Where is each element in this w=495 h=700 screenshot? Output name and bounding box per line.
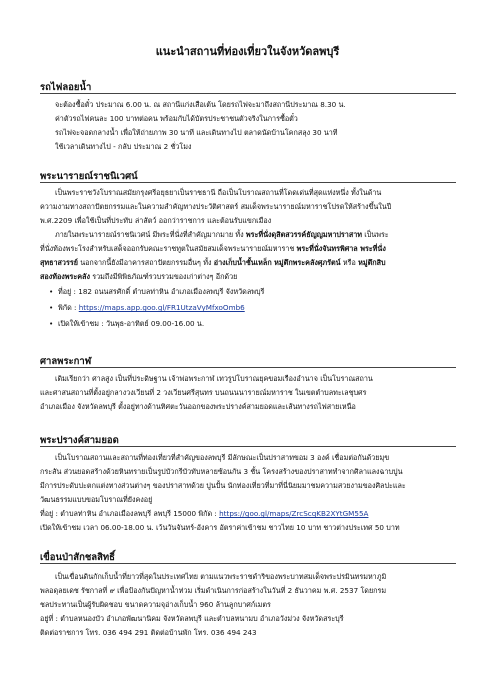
address-text: ที่อยู่ : ตำบลท่าหิน อำเภอเมืองลพบุรี ลพบุรี 15000 พิกัด : — [40, 509, 220, 518]
text-line — [40, 259, 386, 266]
text-line: จะต้องซื้อตั๋ว ประมาณ 6.00 น. ณ สถานีแก่งเสือเต้น โดยรถไฟจะมาถึงสถานีประมาณ 8.30 น. — [55, 100, 346, 109]
address-line — [40, 510, 368, 517]
text-line — [40, 273, 237, 280]
page-title: แนะนำสถานที่ท่องเที่ยวในจังหวัดลพบุรี — [155, 45, 340, 58]
text-run-bold: พระที่นั่งดุสิตสวรรค์ธัญญมหาปราสาท — [245, 230, 362, 239]
text-run-bold: พระที่นั่งจันทรพิศาล พระที่นั่ง — [296, 244, 386, 253]
section-divider — [40, 367, 456, 368]
bullet-value: วันพุธ-อาทิตย์ 09.00-16.00 น. — [105, 319, 205, 328]
text-run: ที่นั่งท้องพระโรงสำหรับเสด็จออกรับคณะราชทูตในสมัยสมเด็จพระนารายณ์มหาราช — [40, 244, 297, 253]
text-line: พ.ศ.2209 เพื่อใช้เป็นที่ประทับ ล่าสัตว์ ออกว่าราชการ และต้อนรับแขกเมือง — [40, 216, 272, 225]
bullet-label: ที่อยู่ : — [58, 287, 79, 296]
text-run: ภายในพระนารายณ์ราชนิเวศน์ มีพระที่นั่งที่สำคัญมากมาย ทั้ง — [55, 230, 246, 239]
text-line: ใช้เวลาเดินทางไป - กลับ ประมาณ 2 ชั่วโมง — [55, 142, 192, 151]
section-divider — [40, 446, 456, 447]
section-heading-floating-train: รถไฟลอยน้ำ — [40, 82, 92, 93]
bullet-map — [58, 304, 245, 311]
text-line: วัฒนธรรมแบบขอมโบราณที่ยังคงอยู่ — [40, 495, 153, 504]
section-divider — [40, 563, 456, 564]
text-run: รวมถึงมีพิพิธภัณฑ์รวบรวมของเก่าต่างๆ อีกด้วย — [89, 272, 238, 281]
bullet-label: พิกัด : — [58, 303, 79, 312]
text-run-bold: สองท้องพระคลัง — [40, 272, 90, 281]
text-line: เป็นเขื่อนดินกักเก็บน้ำที่ยาวที่สุดในประเทศไทย ตามแนวพระราชดำริของพระบาทสมเด็จพระปรมินทรมหาภูมิ — [55, 572, 387, 581]
map-link[interactable]: https://maps.app.goo.gl/FR1UtzaVyMfxoOmb6 — [78, 303, 245, 312]
text-line: พลอดุลยเดช รัชกาลที่ ๙ เพื่อป้องกันปัญหาน้ำท่วม เริ่มดำเนินการก่อสร้างในวันที่ 2 ธันวาคม พ.ศ. 2537 โดยกรม — [40, 586, 387, 595]
map-link[interactable]: https://goo.gl/maps/ZrcScqKB2XYtGM55A — [219, 509, 369, 518]
text-run: นอกจากนี้ยังมีอาคารสถาปัตยกรรมอื่นๆ ทั้ง — [77, 258, 214, 267]
hours-line: เปิดให้เข้าชม เวลา 06.00-18.00 น. เว้นวันจันทร์-อังคาร อัตราค่าเข้าชม ชาวไทย 10 บาท ชาวต่างประเทศ 50 บาท — [40, 523, 400, 532]
section-heading-phra-kan-shrine: ศาลพระกาฬ — [40, 356, 92, 367]
text-line: อำเภอเมือง จังหวัดลพบุรี ตั้งอยู่ทางด้านทิศตะวันออกของพระปรางค์สามยอดและเส้นทางรถไฟสายเหนือ — [40, 402, 356, 411]
text-line: และศาสนสถานที่ตั้งอยู่กลางวงเวียนที่ 2 วงเวียนศรีสุนทร บนถนนนารายณ์มหาราช ในเขตตำบลทะเลชุบศร — [40, 388, 367, 397]
text-line: กระสัน ส่วนยอดสร้างด้วยหินทรายเป็นรูปบัวกรีบัวทับหลายซ้อนกัน 3 ชั้น โครงสร้างของปราสาททำจากศิลาแลงฉาบปูน — [40, 467, 403, 476]
text-line: เป็นโบราณสถานและสถานที่ท่องเที่ยวที่สำคัญของลพบุรี มีลักษณะเป็นปราสาทขอม 3 องค์ เชื่อมต่อกันด้วยมุข — [55, 453, 390, 462]
text-line: รถไฟจะจอดกลางน้ำ เพื่อให้ถ่ายภาพ 30 นาที และเดินทางไป ตลาดนัดบ้านโคกสลุง 30 นาที — [55, 128, 338, 137]
text-run-bold: อ่างเก็บน้ำชั้นเหล็ก หมู่ตึกพระคลังศุภรัตน์ — [213, 258, 341, 267]
bullet-label: เปิดให้เข้าชม : — [58, 319, 106, 328]
text-run-bold: หมู่ตึกสิบ — [358, 258, 386, 267]
section-divider — [40, 93, 456, 94]
text-line: ติดต่อราชการ โทร. 036 494 291 ติดต่อบ้านพัก โทร. 036 494 243 — [40, 628, 257, 637]
text-run-bold: สุทธาสวรรย์ — [40, 258, 78, 267]
text-line: ความงามทางสถาปัตยกรรมและในความสำคัญทางประวัติศาสตร์ สมเด็จพระนารายณ์มหาราชโปรดให้สร้างขึ้นในปี — [40, 202, 392, 211]
section-divider — [40, 182, 456, 183]
text-run: เป็นพระ — [361, 230, 389, 239]
text-line: มีการประดับปะตกแต่งทางส่วนต่างๆ ของปราสาทด้วย ปูนปั้น นักท่องเที่ยวที่มาที่นี่นิยมมาชมความสวยงามของศิลปะและ — [40, 481, 406, 490]
section-heading-narai-palace: พระนารายณ์ราชนิเวศน์ — [40, 171, 138, 182]
section-heading-pasak-dam: เขื่อนป่าสักชลสิทธิ์ — [40, 552, 115, 563]
text-line — [55, 231, 389, 238]
text-run: หรือ — [340, 258, 359, 267]
text-line: เดิมเรียกว่า ศาลสูง เป็นที่ประดิษฐาน เจ้าพ่อพระกาฬ เทวรูปโบราณยุคขอมเรืองอำนาจ เป็นโบราณสถาน — [55, 374, 373, 383]
text-line — [40, 245, 386, 252]
bullet-hours — [58, 320, 204, 327]
text-line: เป็นพระราชวังโบราณสมัยกรุงศรีอยุธยาเป็นราชธานี ถือเป็นโบราณสถานที่โดดเด่นที่สุดแห่งหนึ่ง ทั้งในด้าน — [55, 188, 382, 197]
bullet-address — [58, 288, 264, 295]
section-heading-prang-sam-yot: พระปรางค์สามยอด — [40, 435, 119, 446]
text-line: อยู่ที่ : ตำบลหนองบัว อำเภอพัฒนานิคม จังหวัดลพบุรี และตำบลหนามบ อำเภอวังม่วง จังหวัดสระบุรี — [40, 614, 344, 623]
text-line: ค่าตัวรถไฟคนละ 100 บาทต่อคน พร้อมกับได้บัตรประชาชนตัวจริงในการซื้อตั๋ว — [55, 114, 298, 123]
text-line: ชลประทานเป็นผู้รับผิดชอบ ขนาดความจุอ่างเก็บน้ำ 960 ล้านลูกบาศก์เมตร — [40, 600, 271, 609]
bullet-value: 182 ถนนสรศักดิ์ ตำบลท่าหิน อำเภอเมืองลพบุรี จังหวัดลพบุรี — [78, 287, 265, 296]
